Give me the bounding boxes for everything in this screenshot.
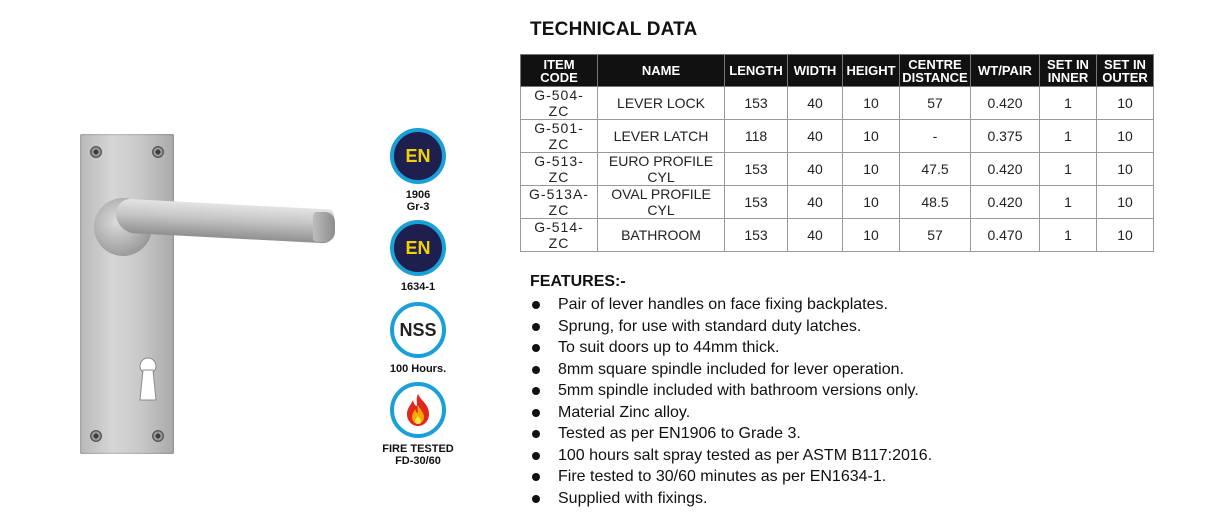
keyhole-icon <box>137 356 159 404</box>
column-header-line: NAME <box>641 63 681 78</box>
table-cell: LEVER LOCK <box>598 87 725 120</box>
table-cell: 40 <box>788 120 843 153</box>
table-row <box>521 153 1154 186</box>
badge-caption: 1906 <box>405 189 431 201</box>
table-cell: BATHROOM <box>598 219 725 252</box>
list-item: Fire tested to 30/60 minutes as per EN1634-1. <box>530 466 932 488</box>
list-item: Pair of lever handles on face fixing backplates. <box>530 294 932 316</box>
table-cell: - <box>900 120 971 153</box>
column-header-line: DISTANCE <box>902 69 968 85</box>
table-cell: 10 <box>843 87 900 120</box>
table-cell: 10 <box>843 186 900 219</box>
column-header <box>598 55 725 87</box>
column-header <box>1040 55 1097 87</box>
list-item: Supplied with fixings. <box>530 488 932 510</box>
badge-caption: 100 Hours. <box>389 363 447 375</box>
backplate <box>80 134 174 454</box>
lever-tip <box>313 212 335 242</box>
table-cell: 118 <box>725 120 788 153</box>
table-cell: 0.420 <box>971 186 1040 219</box>
badge-caption: FD-30/60 <box>395 455 441 467</box>
list-item: 5mm spindle included with bathroom versions only. <box>530 380 932 402</box>
table-cell: 153 <box>725 186 788 219</box>
features-title: FEATURES:- <box>530 273 626 290</box>
table-row <box>521 87 1154 120</box>
en1906-badge <box>382 128 454 213</box>
table-cell: 40 <box>788 186 843 219</box>
table-cell: 10 <box>843 120 900 153</box>
table-cell: 153 <box>725 87 788 120</box>
table-cell: 10 <box>1097 120 1154 153</box>
list-item: Tested as per EN1906 to Grade 3. <box>530 423 932 445</box>
table-cell: 1 <box>1040 219 1097 252</box>
table-cell: G-513-ZC <box>521 153 598 186</box>
column-header <box>843 55 900 87</box>
column-header <box>971 55 1040 87</box>
column-header <box>725 55 788 87</box>
table-cell: 40 <box>788 87 843 120</box>
table-cell: 57 <box>900 219 971 252</box>
fire-tested-badge <box>382 382 454 467</box>
list-item: Material Zinc alloy. <box>530 402 932 424</box>
column-header-line: ITEM <box>543 56 575 72</box>
table-cell: 0.420 <box>971 153 1040 186</box>
table-cell: 0.375 <box>971 120 1040 153</box>
table-cell: 0.470 <box>971 219 1040 252</box>
en-logo-icon: EN <box>390 128 446 184</box>
table-cell: 47.5 <box>900 153 971 186</box>
table-cell: 1 <box>1040 87 1097 120</box>
table-cell: 10 <box>1097 219 1154 252</box>
column-header <box>788 55 843 87</box>
lever-handle-product-image <box>58 120 358 470</box>
list-item: Sprung, for use with standard duty latches. <box>530 316 932 338</box>
column-header-line: CODE <box>540 69 578 85</box>
table-cell: 0.420 <box>971 87 1040 120</box>
table-cell: 1 <box>1040 186 1097 219</box>
technical-data-title: TECHNICAL DATA <box>530 19 698 40</box>
badge-caption: Gr-3 <box>406 201 430 213</box>
list-item: 8mm square spindle included for lever operation. <box>530 359 932 381</box>
badge-caption: 1634-1 <box>400 281 436 293</box>
table-cell: 1 <box>1040 153 1097 186</box>
table-cell: G-501-ZC <box>521 120 598 153</box>
screw-icon <box>152 146 164 158</box>
badge-caption: FIRE TESTED <box>382 443 454 455</box>
technical-data-table <box>520 54 1154 252</box>
table-cell: 10 <box>1097 186 1154 219</box>
table-cell: 48.5 <box>900 186 971 219</box>
table-cell: 10 <box>843 153 900 186</box>
table-cell: G-513A-ZC <box>521 186 598 219</box>
column-header-line: CENTRE <box>908 56 962 72</box>
column-header-line: LENGTH <box>729 63 783 78</box>
screw-icon <box>90 430 102 442</box>
table-cell: 10 <box>843 219 900 252</box>
table-cell: 40 <box>788 153 843 186</box>
screw-icon <box>90 146 102 158</box>
table-cell: 10 <box>1097 87 1154 120</box>
column-header-line: HEIGHT <box>846 63 896 78</box>
table-header-row <box>521 55 1154 87</box>
table-cell: 1 <box>1040 120 1097 153</box>
en-logo-icon: EN <box>390 220 446 276</box>
table-row <box>521 219 1154 252</box>
table-cell: EURO PROFILE CYL <box>598 153 725 186</box>
features-list <box>530 294 932 509</box>
table-cell: G-514-ZC <box>521 219 598 252</box>
column-header <box>1097 55 1154 87</box>
table-cell: LEVER LATCH <box>598 120 725 153</box>
column-header-line: INNER <box>1047 69 1089 85</box>
table-cell: OVAL PROFILE CYL <box>598 186 725 219</box>
table-cell: 153 <box>725 153 788 186</box>
table-cell: G-504-ZC <box>521 87 598 120</box>
table-cell: 10 <box>1097 153 1154 186</box>
list-item: To suit doors up to 44mm thick. <box>530 337 932 359</box>
column-header-line: WIDTH <box>793 63 837 78</box>
fire-icon <box>390 382 446 438</box>
nss-badge <box>382 302 454 375</box>
column-header <box>521 55 598 87</box>
column-header-line: SET IN <box>1047 56 1089 72</box>
table-row <box>521 120 1154 153</box>
nss-logo-icon: NSS <box>390 302 446 358</box>
column-header-line: SET IN <box>1104 56 1146 72</box>
list-item: 100 hours salt spray tested as per ASTM B117:2016. <box>530 445 932 467</box>
table-cell: 153 <box>725 219 788 252</box>
table-row <box>521 186 1154 219</box>
table-cell: 57 <box>900 87 971 120</box>
column-header-line: OUTER <box>1102 69 1148 85</box>
column-header-line: WT/PAIR <box>978 63 1032 78</box>
en1634-badge <box>382 220 454 293</box>
column-header <box>900 55 971 87</box>
table-cell: 40 <box>788 219 843 252</box>
screw-icon <box>152 430 164 442</box>
